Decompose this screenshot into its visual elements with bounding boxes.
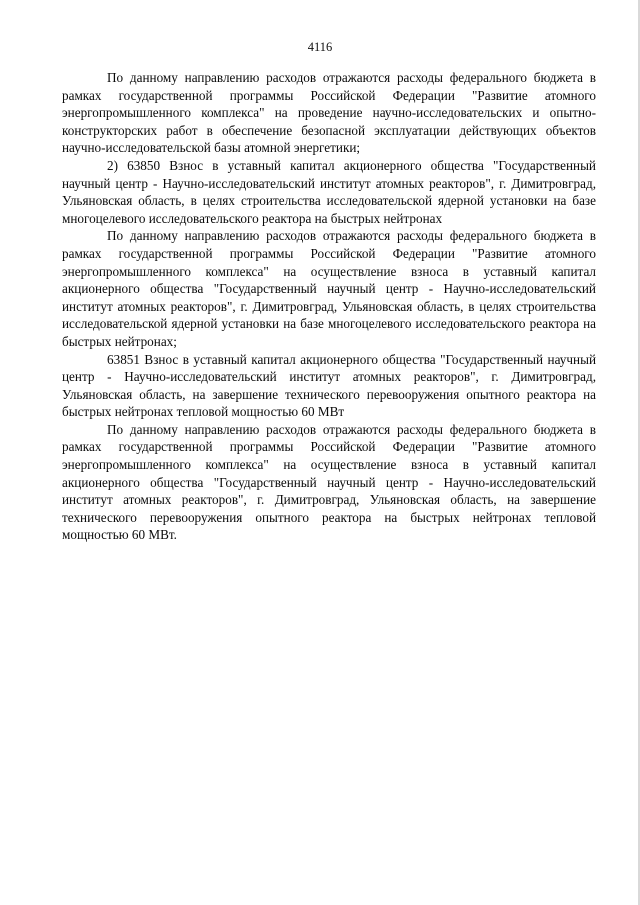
page-number: 4116 <box>307 40 333 54</box>
paragraph-expense-description-1: По данному направлению расходов отражаются расходы федерального бюджета в рамках государственной программы Российской Федерации "Развитие атомного энергопромышленного комплекса" на проведение научно-исследовательских и опытно-конструкторских работ в обеспечение безопасной эксплуатации действующих объектов научно-исследовательской базы атомной энергетики; <box>62 70 596 156</box>
paragraph-expense-description-2: По данному направлению расходов отражаются расходы федерального бюджета в рамках государственной программы Российской Федерации "Развитие атомного энергопромышленного комплекса" на осуществление взноса в уставный капитал акционерного общества "Государственный научный центр - Научно-исследовательский институт атомных реакторов", г. Димитровград, Ульяновская область, в целях строительства исследовательской ядерной установки на базе многоцелевого исследовательского реактора на быстрых нейтронах; <box>62 228 596 349</box>
paragraph-item-63850: 2) 63850 Взнос в уставный капитал акционерного общества "Государственный научный центр - Научно-исследовательский институт атомных реакторов", г. Димитровград, Ульяновская область, в целях строительства исследовательской ядерной установки на базе многоцелевого исследовательского реактора на быстрых нейтронах <box>62 157 596 226</box>
paragraph-expense-description-3: По данному направлению расходов отражаются расходы федерального бюджета в рамках государственной программы Российской Федерации "Развитие атомного энергопромышленного комплекса" на осуществление взноса в уставный капитал акционерного общества "Государственный научный центр - Научно-исследовательский институт атомных реакторов", г. Димитровград, Ульяновская область, на завершение технического перевооружения опытного реактора на быстрых нейтронах тепловой мощностью 60 МВт. <box>62 421 596 543</box>
paragraph-item-63851: 63851 Взнос в уставный капитал акционерного общества "Государственный научный центр - Научно-исследовательский институт атомных реакторов", г. Димитровград, Ульяновская область, на завершение технического перевооружения опытного реактора на быстрых нейтронах тепловой мощностью 60 МВт <box>62 351 596 420</box>
document-body <box>62 69 596 544</box>
